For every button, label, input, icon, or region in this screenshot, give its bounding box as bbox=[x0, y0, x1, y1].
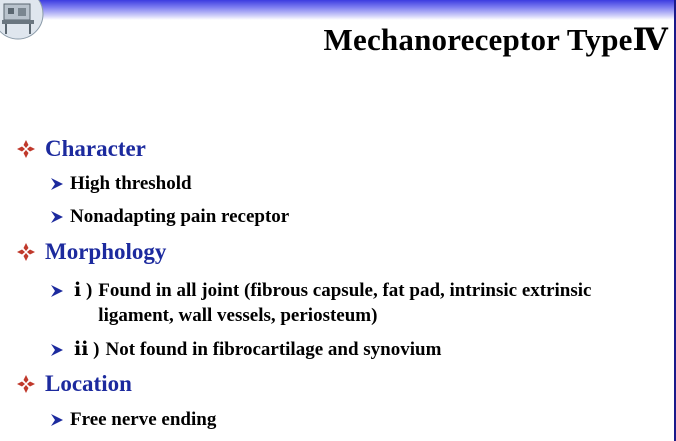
section-heading-label: Character bbox=[45, 136, 146, 161]
list-item bbox=[50, 337, 441, 362]
arrow-bullet-icon bbox=[50, 204, 67, 229]
slide-title: Mechanoreceptor TypeⅣ bbox=[323, 22, 668, 57]
list-item-numeral: ⅰ ) bbox=[74, 280, 93, 301]
logo-image bbox=[0, 0, 44, 40]
list-item-numeral: ⅱ ) bbox=[74, 339, 100, 360]
diamond-bullet-icon bbox=[16, 139, 36, 159]
arrow-bullet-icon bbox=[50, 337, 67, 362]
list-item bbox=[50, 278, 618, 328]
list-item-text: Nonadapting pain receptor bbox=[70, 206, 290, 227]
arrow-bullet-icon bbox=[50, 278, 67, 303]
section-heading-character bbox=[16, 134, 146, 164]
header-band bbox=[0, 0, 676, 20]
list-item bbox=[50, 204, 289, 229]
section-heading-label: Location bbox=[45, 371, 132, 396]
section-heading-location bbox=[16, 369, 132, 399]
arrow-bullet-icon bbox=[50, 407, 67, 432]
list-item bbox=[50, 171, 192, 196]
list-item-text: Free nerve ending bbox=[70, 409, 217, 430]
diamond-bullet-icon bbox=[16, 374, 36, 394]
diamond-bullet-icon bbox=[16, 242, 36, 262]
arrow-bullet-icon bbox=[50, 171, 67, 196]
list-item-text: Not found in fibrocartilage and synovium bbox=[105, 339, 442, 360]
list-item-text: Found in all joint (fibrous capsule, fat pad, intrinsic extrinsic ligament, wall vessels, periosteum) bbox=[98, 280, 592, 326]
list-item-text: High threshold bbox=[70, 173, 192, 194]
list-item bbox=[50, 407, 216, 432]
section-heading-label: Morphology bbox=[45, 239, 167, 264]
section-heading-morphology bbox=[16, 237, 166, 267]
